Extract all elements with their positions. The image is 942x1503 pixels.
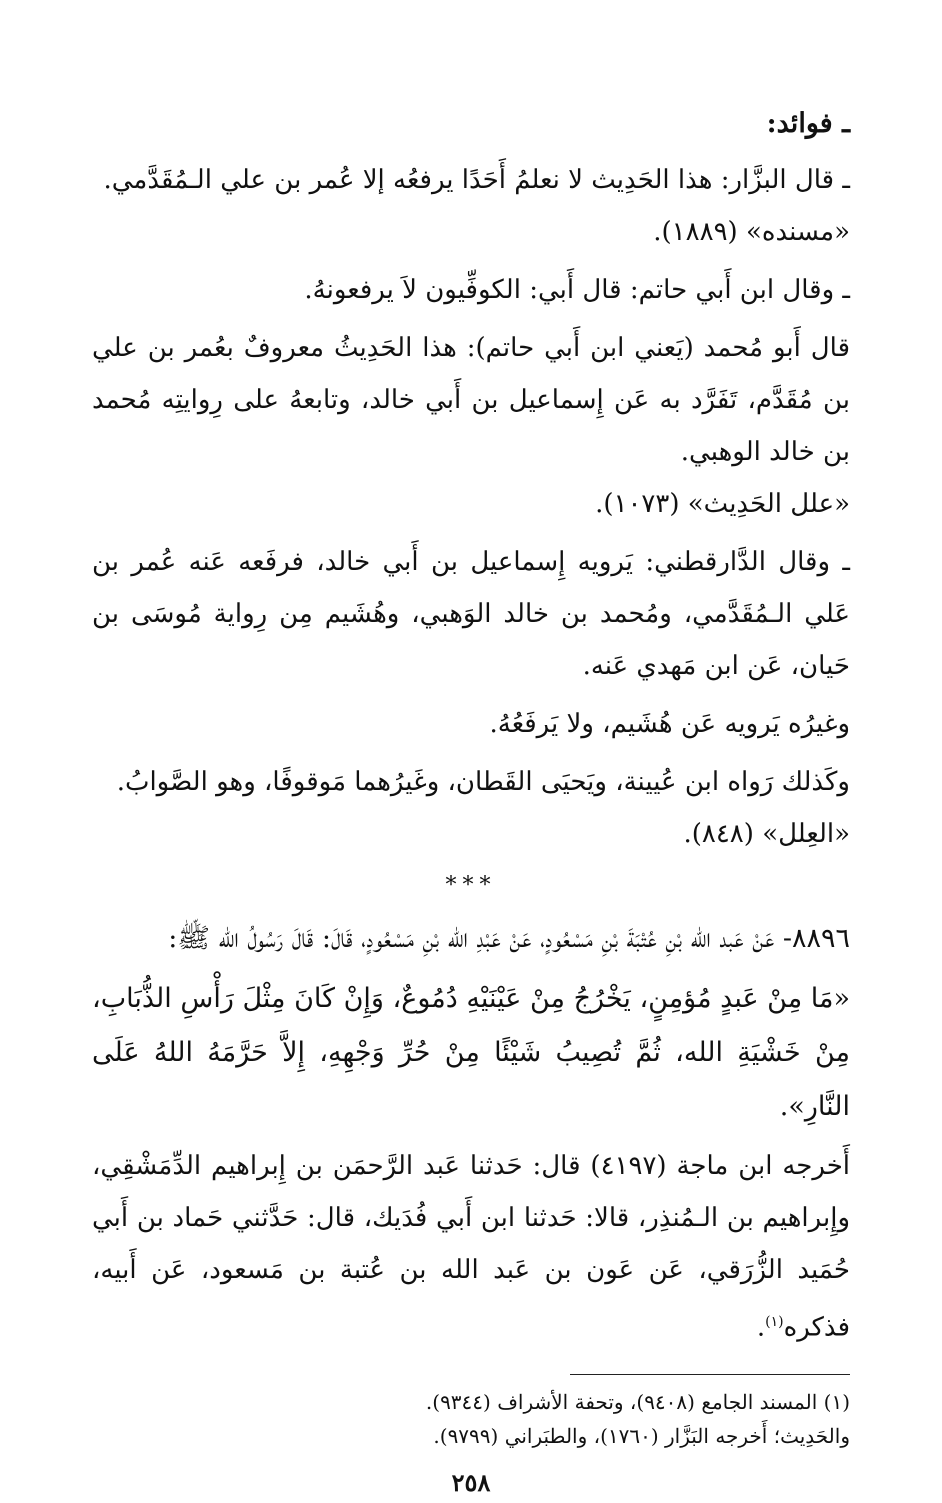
note-reference: «العِلل» (٨٤٨).	[683, 819, 850, 849]
section-separator: ***	[445, 873, 497, 898]
footnote-marker: (١)	[765, 1314, 784, 1330]
hadith-matn: «مَا مِنْ عَبدٍ مُؤمِنٍ، يَخْرُجُ مِنْ عَيْنَيْهِ دُمُوعٌ، وَإِنْ كَانَ مِثْلَ رَأْسِ الذُّبَابِ، مِنْ خَشْيَةِ الله، ثُمَّ تُصِيبُ شَيْئًا مِنْ حُرِّ وَجْهِهِ، إِلاَّ حَرَّمَهُ اللهُ عَلَى النَّارِ».	[92, 983, 850, 1122]
note-reference: «علل الحَدِيث» (١٠٧٣).	[595, 489, 850, 519]
takhrij-paragraph: أَخرجه ابن ماجة (٤١٩٧) قال: حَدثنا عَبد الرَّحمَن بن إِبراهيم الدِّمَشْقِي، وإِبراهيم بن الـمُنذِر، قالا: حَدثنا ابن أَبي فُدَيك، قال: حَدَّثني حَماد بن أَبي حُمَيد الزُّرَقي، عَن عَون بن عَبد الله بن عُتبة بن مَسعود، عَن أَبيه، فذكره$^{(١)}$.	[92, 1151, 851, 1343]
note-text: قال أَبو مُحمد (يَعني ابن أَبي حاتم): هذا الحَدِيثُ معروفٌ بعُمر بن علي بن مُقَدَّم، تَفَرَّد به عَن إِسماعيل بن أَبي خالد، وتابعهُ على رِوايتِه مُحمد بن خالد الوهبي.	[92, 333, 850, 467]
note-text: ـ وقال الدَّارقطني: يَرويه إِسماعيل بن أَبي خالد، فرفَعه عَنه عُمر بن عَلي الـمُقَدَّمي، ومُحمد بن خالد الوَهبي، وهُشَيم مِن رِواية مُوسَى بن حَيان، عَن ابن مَهدي عَنه.	[92, 547, 850, 681]
note-text: وغيرُه يَرويه عَن هُشَيم، ولا يَرفَعُهُ.	[489, 709, 850, 739]
note-paragraph	[92, 264, 850, 316]
note-text: ـ قال البزَّار: هذا الحَدِيث لا نعلمُ أَحَدًا يرفعُه إلا عُمر بن علي الـمُقَدَّمي.	[103, 165, 850, 195]
footnote-line: والحَدِيث؛ أَخرجه البَزَّار (١٧٦٠)، والطبَراني (٩٧٩٩).	[433, 1423, 850, 1448]
hadith-isnad: ٨٨٩٦- عَنْ عَبد الله بْنِ عُتْبَةَ بْنِ مَسْعُودٍ، عَنْ عَبْدِ الله بْنِ مَسْعُودٍ، قَالَ: قَالَ رَسُولُ الله ﷺ:	[168, 923, 850, 954]
note-text: وكَذلك رَواه ابن عُيينة، ويَحيَى القَطان، وغَيرُهما مَوقوفًا، وهو الصَّوابُ.	[116, 767, 850, 797]
note-paragraph	[92, 154, 850, 258]
note-paragraph	[92, 322, 850, 530]
note-paragraph	[92, 698, 850, 750]
note-reference: «مسنده» (١٨٨٩).	[653, 217, 850, 247]
takhrij-text: أَخرجه ابن ماجة (٤١٩٧) قال: حَدثنا عَبد الرَّحمَن بن إِبراهيم الدِّمَشْقِي، وإِبراهيم بن الـمُنذِر، قالا: حَدثنا ابن أَبي فُدَيك، قال: حَدَّثني حَماد بن أَبي حُمَيد الزُّرَقي، عَن عَون بن عَبد الله بن عُتبة بن مَسعود، عَن أَبيه، فذكره	[92, 1151, 851, 1343]
footnote-line: (١) المسند الجامع (٩٤٠٨)، وتحفة الأشراف (٩٣٤٤).	[425, 1389, 850, 1414]
note-text: ـ وقال ابن أَبي حاتم: قال أَبي: الكوفِّيون لاَ يرفعونهُ.	[304, 275, 850, 305]
footnote-divider	[570, 1374, 850, 1375]
section-heading: ـ فوائد:	[766, 108, 850, 139]
page-number: ٢٥٨	[451, 1467, 491, 1497]
note-paragraph	[92, 756, 850, 860]
note-paragraph	[92, 536, 850, 692]
